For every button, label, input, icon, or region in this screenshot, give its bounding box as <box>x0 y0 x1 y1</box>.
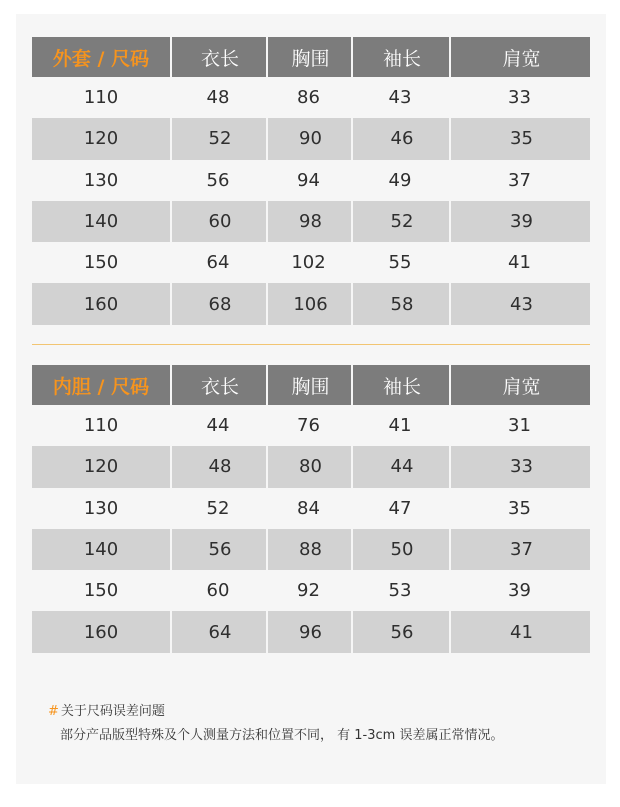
sleeve-cell: 41 <box>388 415 412 437</box>
sleeve-cell: 53 <box>388 580 412 602</box>
column-header-length: 衣长 <box>170 365 268 405</box>
size-cell: 150 <box>83 580 119 602</box>
length-cell: 52 <box>170 118 268 159</box>
chest-cell: 106 <box>266 283 353 324</box>
column-header-sleeve: 袖长 <box>351 365 451 405</box>
table-row <box>32 405 590 446</box>
table-row <box>32 446 590 487</box>
column-header-chest: 胸围 <box>266 365 353 405</box>
table-row <box>32 611 590 652</box>
chest-cell: 76 <box>297 415 320 437</box>
length-cell: 64 <box>206 252 230 274</box>
shoulder-cell: 41 <box>508 252 531 274</box>
size-cell: 140 <box>83 211 119 233</box>
sleeve-cell: 52 <box>351 201 451 242</box>
length-cell: 48 <box>170 446 268 487</box>
length-cell: 60 <box>206 580 230 602</box>
outer-table-title: 外套 / 尺码 <box>52 47 150 70</box>
sleeve-cell: 55 <box>388 252 412 274</box>
length-cell: 52 <box>206 497 230 519</box>
shoulder-cell: 37 <box>449 529 592 570</box>
column-header-shoulder: 肩宽 <box>449 365 592 405</box>
column-header-sleeve: 袖长 <box>351 37 451 77</box>
inner-table-header <box>32 365 590 405</box>
column-header-length: 衣长 <box>170 37 268 77</box>
length-cell: 56 <box>206 169 230 191</box>
sleeve-cell: 44 <box>351 446 451 487</box>
inner-table-title: 内胆 / 尺码 <box>52 375 150 398</box>
length-cell: 64 <box>170 611 268 652</box>
chest-cell: 88 <box>266 529 353 570</box>
shoulder-cell: 39 <box>449 201 592 242</box>
length-cell: 48 <box>206 87 230 109</box>
chest-cell: 98 <box>266 201 353 242</box>
chest-cell: 102 <box>291 252 326 274</box>
size-cell: 140 <box>83 539 119 561</box>
shoulder-cell: 35 <box>449 118 592 159</box>
hash-icon: # <box>48 704 59 719</box>
column-header-chest: 胸围 <box>266 37 353 77</box>
chest-cell: 94 <box>297 169 320 191</box>
table-row <box>32 118 590 159</box>
sleeve-cell: 50 <box>351 529 451 570</box>
length-cell: 60 <box>170 201 268 242</box>
size-note-heading <box>48 700 165 719</box>
size-cell: 150 <box>83 252 119 274</box>
shoulder-cell: 37 <box>508 169 531 191</box>
table-row <box>32 160 590 201</box>
sleeve-cell: 49 <box>388 169 412 191</box>
chest-cell: 84 <box>297 497 320 519</box>
size-cell: 120 <box>83 456 119 478</box>
table-row <box>32 283 590 324</box>
chest-cell: 96 <box>266 611 353 652</box>
outer-size-table <box>32 37 590 325</box>
sleeve-cell: 58 <box>351 283 451 324</box>
chest-cell: 80 <box>266 446 353 487</box>
outer-table-header <box>32 37 590 77</box>
sleeve-cell: 47 <box>388 497 412 519</box>
sleeve-cell: 46 <box>351 118 451 159</box>
size-cell: 130 <box>83 169 119 191</box>
size-cell: 110 <box>83 87 119 109</box>
size-cell: 160 <box>83 293 119 315</box>
shoulder-cell: 31 <box>508 415 531 437</box>
table-row <box>32 201 590 242</box>
column-header-shoulder: 肩宽 <box>449 37 592 77</box>
note-body: 部分产品版型特殊及个人测量方法和位置不同， 有 1-3cm 误差属正常情况。 <box>60 728 504 743</box>
size-cell: 130 <box>83 497 119 519</box>
shoulder-cell: 41 <box>449 611 592 652</box>
shoulder-cell: 33 <box>508 87 531 109</box>
length-cell: 68 <box>170 283 268 324</box>
table-row <box>32 242 590 283</box>
section-divider <box>32 344 590 345</box>
table-row <box>32 529 590 570</box>
size-cell: 110 <box>83 415 119 437</box>
size-cell: 120 <box>83 128 119 150</box>
table-row <box>32 77 590 118</box>
inner-size-table <box>32 365 590 653</box>
sleeve-cell: 56 <box>351 611 451 652</box>
sleeve-cell: 43 <box>388 87 412 109</box>
table-row <box>32 488 590 529</box>
shoulder-cell: 35 <box>508 497 531 519</box>
length-cell: 44 <box>206 415 230 437</box>
length-cell: 56 <box>170 529 268 570</box>
chest-cell: 92 <box>297 580 320 602</box>
chest-cell: 86 <box>297 87 320 109</box>
shoulder-cell: 33 <box>449 446 592 487</box>
shoulder-cell: 39 <box>508 580 531 602</box>
size-cell: 160 <box>83 621 119 643</box>
note-title: 关于尺码误差问题 <box>60 704 165 719</box>
table-row <box>32 570 590 611</box>
shoulder-cell: 43 <box>449 283 592 324</box>
chest-cell: 90 <box>266 118 353 159</box>
